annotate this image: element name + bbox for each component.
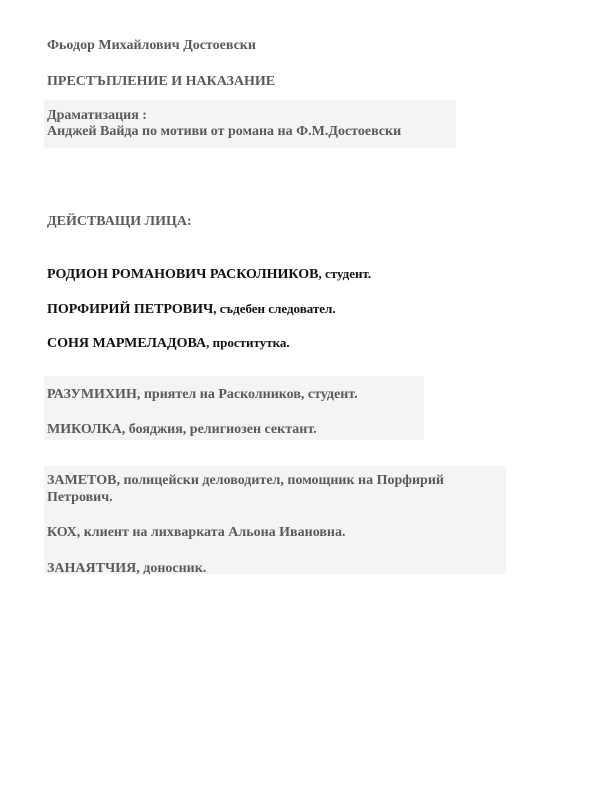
- character-raskolnikov: [47, 266, 371, 283]
- character-zametov-continuation: Петрович.: [47, 490, 113, 505]
- character-name: РОДИОН РОМАНОВИЧ РАСКОЛНИКОВ: [47, 267, 319, 282]
- character-mikolka: [47, 422, 317, 438]
- character-role: , бояджия, религиозен сектант.: [121, 422, 317, 437]
- cast-heading: ДЕЙСТВАЩИ ЛИЦА:: [47, 214, 192, 229]
- dramatization-credit: Анджей Вайда по мотиви от романа на Ф.М.Достоевски: [47, 124, 402, 139]
- character-name: ЗАМЕТОВ: [47, 473, 117, 488]
- author-name: Фьодор Михайлович Достоевски: [47, 38, 256, 53]
- dramatization-label: Драматизация :: [47, 108, 147, 123]
- character-porfiriy: [47, 301, 336, 318]
- character-name: МИКОЛКА: [47, 422, 122, 437]
- character-role: , полицейски деловодител, помощник на Порфирий: [116, 473, 444, 488]
- character-role: , клиент на лихварката Альона Ивановна.: [76, 525, 346, 540]
- character-role: , проститутка.: [206, 335, 290, 350]
- play-title: ПРЕСТЪПЛЕНИЕ И НАКАЗАНИЕ: [47, 74, 276, 89]
- character-name: ЗАНАЯТЧИЯ: [47, 561, 137, 576]
- character-razumihin: [47, 387, 358, 403]
- character-sonya: [47, 335, 290, 352]
- character-zametov: [47, 473, 444, 489]
- character-name: КОХ: [47, 525, 77, 540]
- character-role: , съдебен следовател.: [213, 301, 336, 316]
- character-role: , студент.: [318, 266, 372, 281]
- character-name: СОНЯ МАРМЕЛАДОВА: [47, 336, 207, 351]
- character-name: РАЗУМИХИН: [47, 387, 137, 402]
- character-role: , доносник.: [136, 561, 207, 576]
- character-role: , приятел на Расколников, студент.: [136, 387, 358, 402]
- character-zanayatchiya: [47, 561, 206, 577]
- character-koh: [47, 525, 345, 541]
- character-name: ПОРФИРИЙ ПЕТРОВИЧ: [47, 302, 214, 317]
